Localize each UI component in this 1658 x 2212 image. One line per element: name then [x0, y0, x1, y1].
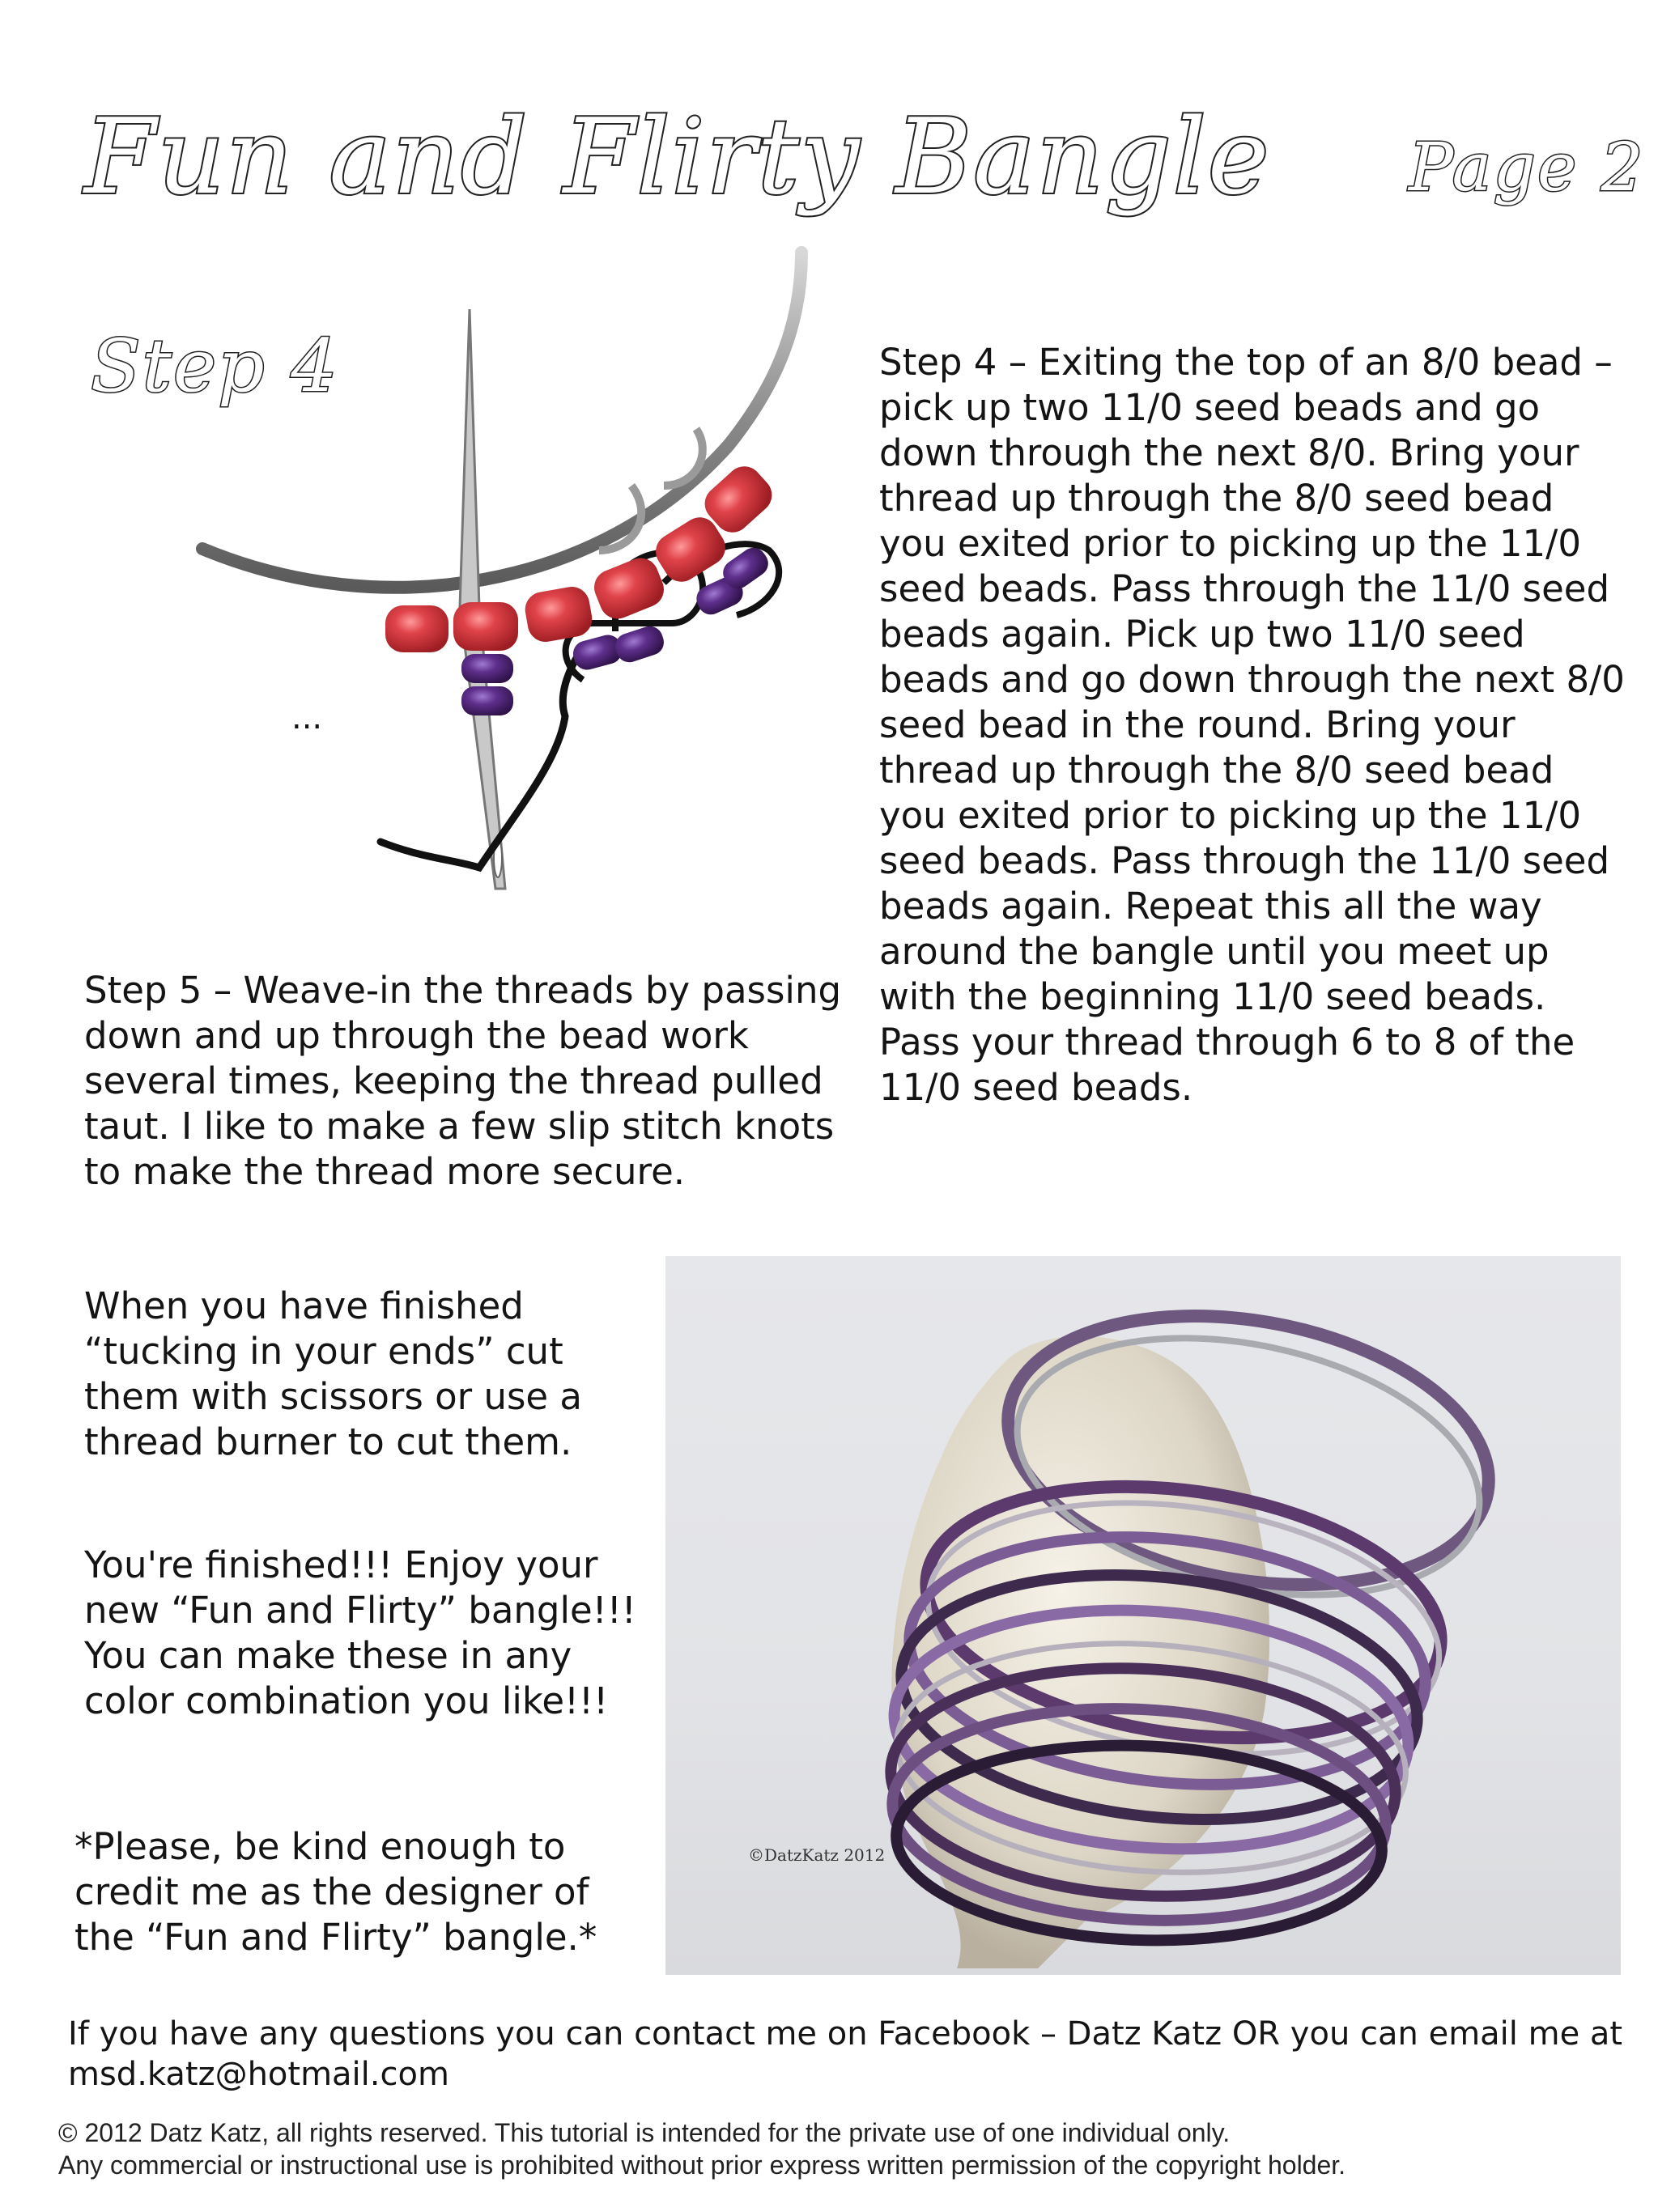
step-4-heading: Step 4	[91, 324, 339, 409]
red-bead	[589, 553, 669, 624]
purple-bead	[461, 686, 513, 715]
red-bead	[385, 605, 449, 652]
contact-info: If you have any questions you can contact me on Facebook – Datz Katz OR you can email me at msd.katz@hotmail.com	[68, 2015, 1623, 2093]
document-title: Fun and Flirty Bangle	[84, 97, 1271, 218]
purple-bead	[612, 623, 667, 666]
diagram-ellipsis: ...	[291, 699, 323, 737]
red-bead	[522, 584, 595, 645]
red-bead	[453, 602, 518, 651]
photo-watermark: ©DatzKatz 2012	[748, 1845, 886, 1865]
finished-bangle-photo	[665, 1256, 1621, 1975]
copyright-line-1: © 2012 Datz Katz, all rights reserved. This tutorial is intended for the private use of one individual only.	[58, 2118, 1231, 2147]
purple-bead	[570, 632, 624, 673]
copyright-notice	[58, 2116, 1645, 2181]
credit-request: *Please, be kind enough to credit me as the designer of the “Fun and Flirty” bangle.*	[74, 1825, 597, 1959]
purple-bead	[461, 654, 513, 683]
step-5-instructions: Step 5 – Weave-in the threads by passing down and up through the bead work several times, keeping the thread pulled taut. I like to make a few slip stitch knots to make the thread more secure.	[84, 969, 842, 1193]
bangle-photo-illustration	[665, 1256, 1621, 1975]
completion-message: You're finished!!! Enjoy your new “Fun and Flirty” bangle!!! You can make these in any color combination you like!!!	[84, 1543, 636, 1722]
finishing-instructions: When you have finished “tucking in your ends” cut them with scissors or use a thread burner to cut them.	[84, 1284, 582, 1463]
page-number: Page 2	[1409, 129, 1645, 206]
copyright-line-2: Any commercial or instructional use is prohibited without prior express written permission of the copyright holder.	[58, 2150, 1346, 2180]
step-4-diagram	[178, 243, 842, 906]
needle	[460, 309, 505, 889]
step-4-instructions: Step 4 – Exiting the top of an 8/0 bead – pick up two 11/0 seed beads and go down through the next 8/0. Bring your thread up through the 8/0 seed bead you exited prior to picking up the 11/0 seed beads. Pass through the 11/0 seed beads again. Pick up two 11/0 seed beads and go down through the next 8/0 seed bead in the round. Bring your thread up through the 8/0 seed bead you exited prior to picking up the 11/0 seed beads. Pass through the 11/0 seed beads again. Repeat this all the way around the bangle until you meet up with the beginning 11/0 seed beads. Pass your thread through 6 to 8 of the 11/0 seed beads.	[879, 341, 1625, 1109]
